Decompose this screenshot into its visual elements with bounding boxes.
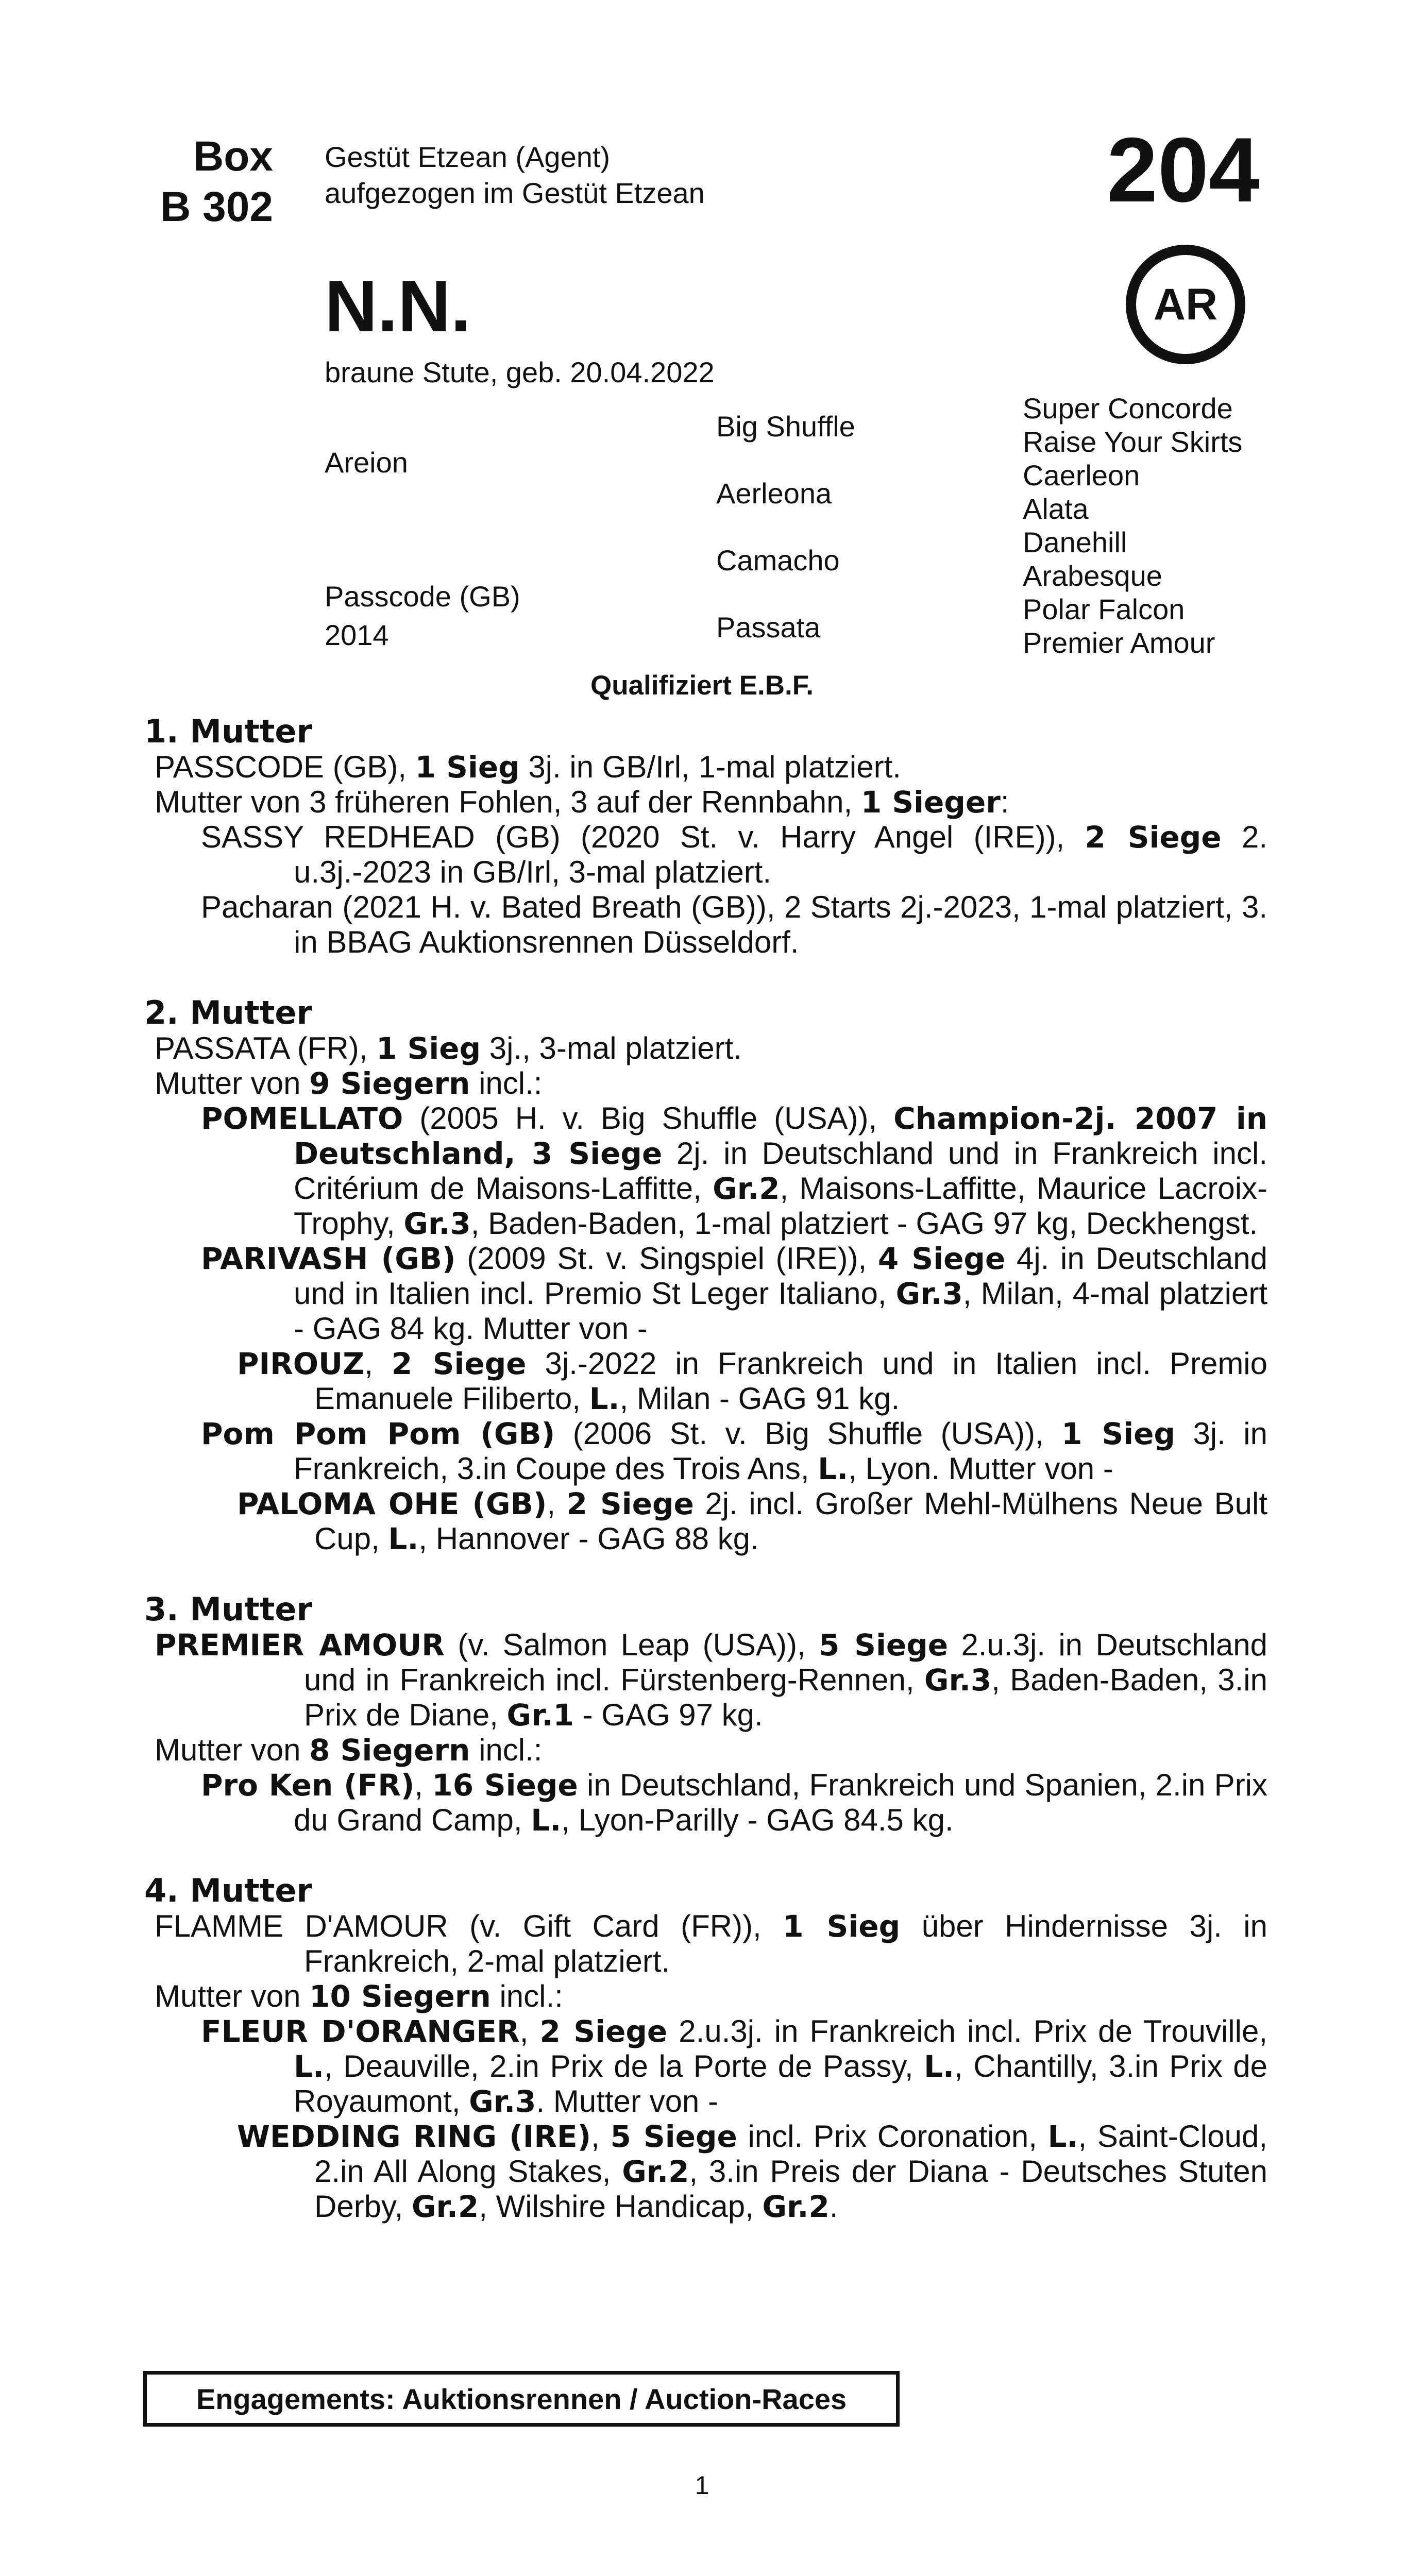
ar-badge	[1126, 245, 1245, 364]
pedigree-gen3-item: Caerleon	[1023, 459, 1140, 492]
dam2-pompompom: Pom Pom Pom (GB) (2006 St. v. Big Shuffle (USA)), 1 Sieg 3j. in Frankreich, 3.in Coupe des Trois Ans, L., Lyon. Mutter von -	[201, 1416, 1267, 1486]
consignor-block	[325, 139, 705, 211]
page-number: 1	[695, 2471, 709, 2500]
pedigree-gen2-item: Camacho	[716, 544, 840, 577]
section-title-dam3: 3. Mutter	[144, 1590, 313, 1628]
horse-name: N.N.	[325, 265, 471, 347]
consignor: Gestüt Etzean (Agent)	[325, 141, 611, 173]
qualification: Qualifiziert E.B.F.	[590, 670, 814, 701]
pedigree-dam: Passcode (GB)	[325, 580, 520, 613]
dam1-foal1: SASSY REDHEAD (GB) (2020 St. v. Harry Angel (IRE)), 2 Siege 2. u.3j.-2023 in GB/Irl, 3-mal platziert.	[201, 820, 1267, 889]
box-number: B 302	[160, 183, 273, 230]
pedigree-sire: Areion	[325, 446, 408, 479]
dam2-pirouz: PIROUZ, 2 Siege 3j.-2022 in Frankreich und in Italien incl. Premio Emanuele Filiberto, L., Milan - GAG 91 kg.	[237, 1346, 1267, 1416]
dam4-fleur: FLEUR D'ORANGER, 2 Siege 2.u.3j. in Frankreich incl. Prix de Trouville, L., Deauville, 2.in Prix de la Porte de Passy, L., Chantilly, 3.in Prix de Royaumont, Gr.3. Mutter von -	[201, 2014, 1268, 2119]
dam2-line1: PASSATA (FR), 1 Sieg 3j., 3-mal platziert.	[155, 1031, 742, 1066]
dam3-proken: Pro Ken (FR), 16 Siege in Deutschland, Frankreich und Spanien, 2.in Prix du Grand Camp, L., Lyon-Parilly - GAG 84.5 kg.	[201, 1768, 1268, 1838]
pedigree-gen3-item: Alata	[1023, 493, 1089, 525]
box-label	[72, 131, 273, 232]
box-label-text: Box	[193, 133, 273, 180]
pedigree-gen3-item: Super Concorde	[1023, 392, 1233, 425]
pedigree-gen2-item: Big Shuffle	[716, 410, 855, 443]
dam4-wedding: WEDDING RING (IRE), 5 Siege incl. Prix Coronation, L., Saint-Cloud, 2.in All Along Stakes, Gr.2, 3.in Preis der Diana - Deutsches Stuten Derby, Gr.2, Wilshire Handicap, Gr.2.	[237, 2119, 1268, 2224]
pedigree-gen3-item: Danehill	[1023, 526, 1127, 558]
section-title-dam2: 2. Mutter	[144, 994, 313, 1031]
engagements-text: Engagements: Auktionsrennen / Auction-Races	[196, 2382, 847, 2415]
pedigree-gen3-item: Arabesque	[1023, 560, 1162, 592]
pedigree-gen2-item: Passata	[716, 611, 821, 643]
dam2-parivash: PARIVASH (GB) (2009 St. v. Singspiel (IRE)), 4 Siege 4j. in Deutschland und in Italien incl. Premio St Leger Italiano, Gr.3, Milan, 4-mal platziert - GAG 84 kg. Mutter von -	[201, 1241, 1267, 1346]
lot-number: 204	[1107, 118, 1260, 221]
horse-description: braune Stute, geb. 20.04.2022	[325, 356, 715, 388]
pedigree-gen2-item: Aerleona	[716, 477, 832, 510]
dam3-line2: Mutter von 8 Siegern incl.:	[155, 1733, 543, 1768]
section-title-dam1: 1. Mutter	[144, 713, 313, 750]
pedigree-gen3-item: Polar Falcon	[1023, 593, 1185, 625]
bred-by: aufgezogen im Gestüt Etzean	[325, 177, 705, 209]
family-content	[144, 714, 1267, 2224]
dam4-line2: Mutter von 10 Siegern incl.:	[155, 1979, 563, 2014]
dam1-foal2: Pacharan (2021 H. v. Bated Breath (GB)), 2 Starts 2j.-2023, 1-mal platziert, 3. in BBAG Auktionsrennen Düsseldorf.	[201, 890, 1267, 959]
pedigree-dam-year: 2014	[325, 619, 389, 651]
dam1-line1: PASSCODE (GB), 1 Sieg 3j. in GB/Irl, 1-mal platziert.	[155, 750, 901, 785]
engagements-box	[143, 2371, 900, 2427]
ar-badge-text: AR	[1153, 279, 1218, 329]
dam3-line1: PREMIER AMOUR (v. Salmon Leap (USA)), 5 Siege 2.u.3j. in Deutschland und in Frankreich incl. Fürstenberg-Rennen, Gr.3, Baden-Baden, 3.in Prix de Diane, Gr.1 - GAG 97 kg.	[155, 1628, 1267, 1733]
section-title-dam4: 4. Mutter	[144, 1872, 313, 1909]
dam2-pomellato: POMELLATO (2005 H. v. Big Shuffle (USA)), Champion-2j. 2007 in Deutschland, 3 Siege 2j. in Deutschland und in Frankreich incl. Critérium de Maisons-Laffitte, Gr.2, Maisons-Laffitte, Maurice Lacroix-Trophy, Gr.3, Baden-Baden, 1-mal platziert - GAG 97 kg, Deckhengst.	[201, 1101, 1267, 1241]
dam1-line2: Mutter von 3 früheren Fohlen, 3 auf der Rennbahn, 1 Sieger:	[155, 785, 1009, 820]
pedigree-gen3-item: Premier Amour	[1023, 626, 1215, 659]
pedigree-gen3-item: Raise Your Skirts	[1023, 426, 1243, 458]
dam2-line2: Mutter von 9 Siegern incl.:	[155, 1066, 543, 1101]
dam2-paloma: PALOMA OHE (GB), 2 Siege 2j. incl. Großer Mehl-Mülhens Neue Bult Cup, L., Hannover - GAG 88 kg.	[237, 1486, 1267, 1556]
dam4-line1: FLAMME D'AMOUR (v. Gift Card (FR)), 1 Sieg über Hindernisse 3j. in Frankreich, 2-mal platziert.	[155, 1909, 1267, 1978]
